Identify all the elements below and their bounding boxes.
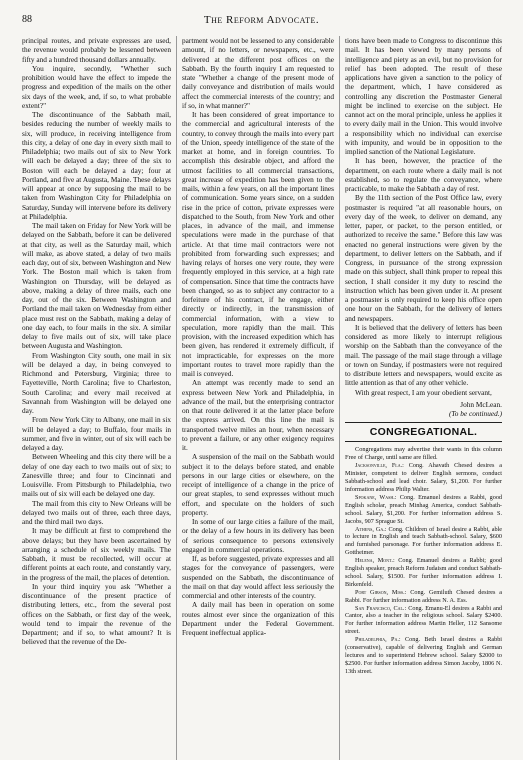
paragraph: With great respect, I am your obedient servant,	[355, 387, 492, 397]
paragraph: Between Wheeling and this city there will be a delay of one day each to two mails out of six; to Zanesville three; and four to Cincinnati and Louisville. From Pittsburgh to Philadelphia, two mails out of six will each be delayed one day.	[22, 452, 171, 499]
ad-text: Cong. Emanuel desires a Rabbi; good English speaker, preach Reform Judaism and conduct Sabbath-school. Salary, $1500. For further information address I. Birkenfeld.	[345, 557, 502, 588]
section-rule	[345, 441, 502, 442]
continued-note: (To be continued.)	[448, 409, 502, 418]
signature-block	[345, 400, 502, 419]
paragraph: From New York City to Albany, one mail in six will be delayed a day; to Buffalo, four mails in summer, and five in winter, out of six will each be delayed a day.	[22, 415, 171, 452]
congregation-ad	[345, 462, 502, 494]
page-number: 88	[22, 14, 32, 25]
paragraph: It is believed that the delivery of letters has been considered as more likely to interrupt religious worship on the Sabbath than the conveyance of the mail. The passage of the mail stage through a village or town on Sunday, if postmasters were not required to distribute letters and newspapers, would excite as little attention as that of any other vehicle.	[345, 322, 502, 388]
ad-text: Cong. Beth Israel desires a Rabbi (conservative), capable of delivering English and German lectures and to superintend Hebrew school. Salary $2000 to $2500. For further information address Simon Jacoby, 1806 N. 13th street.	[345, 636, 502, 675]
congregation-ad	[345, 526, 502, 558]
paragraph: By the 11th section of the Post Office law, every postmaster is required "at all reasonable hours, on every day of the week, to deliver on demand, any letter, paper, or packet, to the person entitled, or authorized to receive the same." Before this law was enacted no general instructions were given by the department, to deliver letters on the Sabbath, and if Congress, in pursuance of the strong expression made on this subject, shall think proper to repeal this section, I shall consider it my duty to rescind the instruction which has been given under it. At present a postmaster is only required to keep his office open one hour on the Sabbath, for the delivery of letters and newspapers.	[345, 193, 502, 323]
ad-text: Cong. Children of Israel desire a Rabbi, able to lecture in English and teach Sabbath-school. Salary, $600 and furnished parsonage. For further information address E. Gottheimer.	[345, 525, 502, 557]
paragraph: In your third inquiry you ask "Whether a discontinuance of the present practice of distributing letters, etc., from the several post offices on the Sabbath, or first day of the week, would tend to impair the revenue of the Department; and if so, to what amount? It is believed that the revenue of the De-	[22, 581, 171, 647]
paragraph: principal routes, and private expresses are used, the revenue would probably be lessened between fifty and a hundred thousand dollars annually.	[22, 36, 171, 64]
column-divider	[176, 36, 177, 760]
paragraph: It has been considered of great importance to the commercial and agricultural interests of the country, to convey through the mails into every part of the Union, speedy intelligence of the state of the market at home, and in foreign countries. To accomplish this desirable object, and afford the utmost facilities to all commercial transactions, great increase of expedition has been given to the mails, within a few years, on all the important lines of communication. Some years since, on a sudden rise in the price of cotton, private expresses were dispatched to the South, from New York and other places, in advance of the mail, and immense speculations were made in the purchase of that article. At that time mail contractors were not prohibited from forwarding such expresses; and having relays of horses one very route, they were frequently employed in this service, at a high rate of compensation. Since that time the contracts have been changed, so as to subject any contractor to a forfeiture of his contract, if he engage, either directly or indirectly, in the transmission of commercial information, with a view to speculation, more rapidly than the mail. This provision, with the increased expedition which has been given, has rendered it extremely difficult, if not impracticable, for expresses on the more important routes to travel more rapidly than the mail is conveyed.	[182, 110, 334, 378]
page-header	[22, 14, 501, 28]
column-3	[345, 36, 502, 760]
paragraph: partment would not be lessened to any considerable amount, if no letters, or newspapers, etc., were delivered at the different post offices on the Sabbath. By the fourth inquiry I am requested to state "Whether a change of the present mode of daily conveyance and distribution of mails would affect the commercial interests of the country; and if so, in what manner?"	[182, 36, 334, 110]
signature-name: John McLean.	[460, 399, 502, 409]
journal-title: The Reform Advocate.	[203, 14, 320, 26]
ad-place: Philadelphia, Pa.:	[355, 636, 401, 644]
ad-text: Cong. Ahavath Chesed desires a Minister, competent to deliver English sermons, conduct Sabbath-school and lead choir. Salary, $1,200. For further information address Philip Walter.	[345, 462, 502, 493]
paragraph: A suspension of the mail on the Sabbath would subject it to the delays before stated, and enable persons in our large cities or elsewhere, on the receipt of intelligence of a change in the price of our great staples, to send expresses without much effort, and speculate on the holders of such property.	[182, 452, 334, 517]
paragraph: The discontinuance of the Sabbath mail, besides reducing the number of weekly mails to six, will produce, in receiving intelligence from this city, a delay of one day in every sixth mail to Philadelphia; two mails out of six to New York will each be delayed a day; three of the six to Boston will each be delayed a day; four at Portland, and five at Augusta, Maine. These delays will appear at once by supposing the mail to be taken from Washington City for Philadelphia on Saturday, Sunday will intervene before its delivery at Philadelphia.	[22, 110, 171, 221]
section-rule	[345, 422, 502, 423]
column-1	[22, 36, 171, 760]
column-divider	[339, 36, 340, 760]
ad-text: Cong. Gemiluth Chesed desires a Rabbi. For further information address N. A. Ess.	[345, 588, 502, 604]
ad-place: Athens, Ga.:	[355, 525, 387, 533]
congregation-ad	[345, 494, 502, 526]
paragraph: An attempt was recently made to send an express between New York and Philadelphia, in advance of the mail, but the enterprising contractor on that route delivered it at the latter place before the express arrived. On this line the mail is transported twelve miles an hour, when necessary to prevent a failure, or any other exigency requires it.	[182, 378, 334, 452]
ad-place: Jacksonville, Fla.:	[355, 462, 404, 470]
paragraph: tions have been made to Congress to discontinue this mail. It has been viewed by many persons of intelligence and piety as an evil, but no provision for relief has been adopted. The result of these applications have given a sanction to the policy of the department, which, I have considered as controlling any discretion the Postmaster General might be inclined to exercise on the subject. He cannot act on the moral principle, unless he applies it to every daily mail in the Union. This would involve a responsibility which no individual can exercise with impunity, and would be in opposition to the implied sanction of the National Legislature.	[345, 36, 502, 156]
text-columns	[22, 36, 501, 760]
ad-place: San Francisco, Cal.:	[355, 604, 407, 612]
congregation-ad	[345, 605, 502, 637]
paragraph: A daily mail has been in operation on some routes almost ever since the organization of this Department under the Federal Government. Frequent ineffectual applica-	[182, 600, 334, 637]
congregational-intro: Congregations may advertise their wants in this column Free of Charge, until same are filled.	[345, 446, 502, 462]
congregation-ad	[345, 557, 502, 589]
paragraph: You inquire, secondly, "Whether such prohibition would have the effect to impede the progress and expedition of the mails on the other six days of the week, and, if so, to what probable extent?"	[22, 63, 171, 110]
congregation-ad	[345, 636, 502, 676]
paragraph: The mail taken on Friday for New York will be delayed on the Sabbath, before it can be delivered at that city, as well as the Saturday mail, which will make, as above stated, a delay of two mails each day, out of six, between Washington and New York. The Boston mail which is taken from Washington on Thursday, will be delayed as above, making a delay of three mails, each one day, out of the six. Between Washington and Portland the mail taken on Wednesday from either place must rest on the Sabbath, making a delay of one day each, to four mails in the six. A similar delay to five mails out of six, will take place between Augusta and Washington.	[22, 221, 171, 351]
paragraph: It has been, however, the practice of the department, on each route where a daily mail is not established, so to regulate the conveyance, where practicable, to make the Sabbath a day of rest.	[345, 156, 502, 193]
ad-place: Spokane, Wash.:	[355, 493, 397, 501]
paragraph: The mail from this city to New Orleans will be delayed two mails out of three, each three days, and the third mail two days.	[22, 498, 171, 526]
paragraph: It may be difficult at first to comprehend the above delays; but they have been ascertained by arranging a schedule of six weekly mails. The Sabbath, it must be recollected, will occur at different points at each route, and constantly vary, in the progress of the mail, the places of detention.	[22, 526, 171, 582]
paragraph: In some of our large cities a failure of the mail, or the delay of a few hours in its delivery has been of serious consequence to persons extensively engaged in commercial operations.	[182, 517, 334, 554]
ad-text: Cong. Emanu-El desires a Rabbi and Cantor, also a teacher in the religious school. Salary $2400. For further information address Martin Heller, 112 Sansome street.	[345, 604, 502, 636]
ad-place: Helena, Mont.:	[355, 557, 395, 565]
paragraph: From Washington City south, one mail in six will be delayed a day, in being conveyed to Richmond and Petersburg, Virginia; three to Fayetteville, North Carolina; five to Charleston, South Carolina; and every mail received at Savannah from Washington will be delayed one day.	[22, 350, 171, 415]
ad-text: Cong. Emanuel desires a Rabbi, good English scholar, preach Minhag America, conduct Sabbath-school. Salary, $1,200. For further information address S. Jacobs, 907 Sprague St.	[345, 493, 502, 525]
congregation-ad	[345, 589, 502, 605]
ad-place: Port Gibson, Miss.:	[355, 588, 407, 596]
column-2	[182, 36, 334, 760]
paragraph: If, as before suggested, private expresses and all stages for the conveyance of passengers, were suspended on the Sabbath, the discontinuance of the mail on that day would affect less seriously the commercial and other interests of the country.	[182, 554, 334, 600]
congregational-heading: CONGREGATIONAL.	[369, 426, 478, 439]
